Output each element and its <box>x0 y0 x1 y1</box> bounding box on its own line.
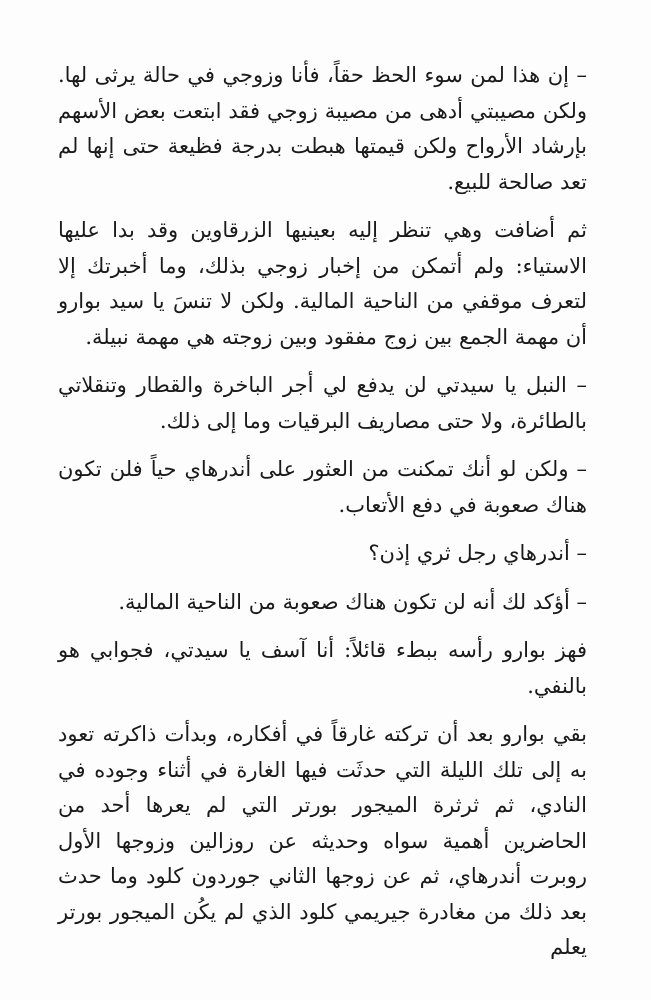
paragraph-6: – أؤكد لك أنه لن تكون هناك صعوبة من الناحية المالية. <box>118 589 587 614</box>
paragraph-5: – أندرهاي رجل ثري إذن؟ <box>368 541 587 565</box>
paragraph-8: بقي بوارو بعد أن تركته غارقاً في أفكاره، وبدأت ذاكرته تعود به إلى تلك الليلة التي حدثَت فيها الغارة في أثناء وجوده في النادي، ثم ثرثرة الميجور بورتر التي لم يعرها أحد من الحاضرين أهمية سواه وحديثه عن روزالين وزوجها الأول روبرت أندرهاي، ثم عن زوجها الثاني جوردون كلود وما حدث بعد ذلك من مغادرة جيريمي كلود الذي لم يكُن الميجور بورتر يعلم <box>58 722 587 959</box>
paragraph-3: – النبل يا سيدتي لن يدفع لي أجر الباخرة والقطار وتنقلاتي بالطائرة، ولا حتى مصاريف البرقيات وما إلى ذلك. <box>58 373 587 433</box>
paragraph-1: – إن هذا لمن سوء الحظ حقاً، فأنا وزوجي في حالة يرثى لها. ولكن مصيبتي أدهى من مصيبة زوجي فقد ابتعت بعض الأسهم بإرشاد الأرواح ولكن قيمتها هبطت بدرجة فظيعة حتى إنها لم تعد صالحة للبيع. <box>58 63 587 194</box>
paragraph-4: – ولكن لو أنك تمكنت من العثور على أندرهاي حياً فلن تكون هناك صعوبة في دفع الأتعاب. <box>58 457 587 517</box>
paragraph-2: ثم أضافت وهي تنظر إليه بعينيها الزرقاوين وقد بدا عليها الاستياء: ولم أتمكن من إخبار زوجي بذلك، وما أخبرتك إلا لتعرف موقفي من الناحية المالية. ولكن لا تنسَ يا سيد بوارو أن مهمة الجمع بين زوج مفقود وبين زوجته هي مهمة نبيلة. <box>58 218 587 349</box>
paragraph-7: فهز بوارو رأسه ببطء قائلاً: أنا آسف يا سيدتي، فجوابي هو بالنفي. <box>58 638 587 698</box>
